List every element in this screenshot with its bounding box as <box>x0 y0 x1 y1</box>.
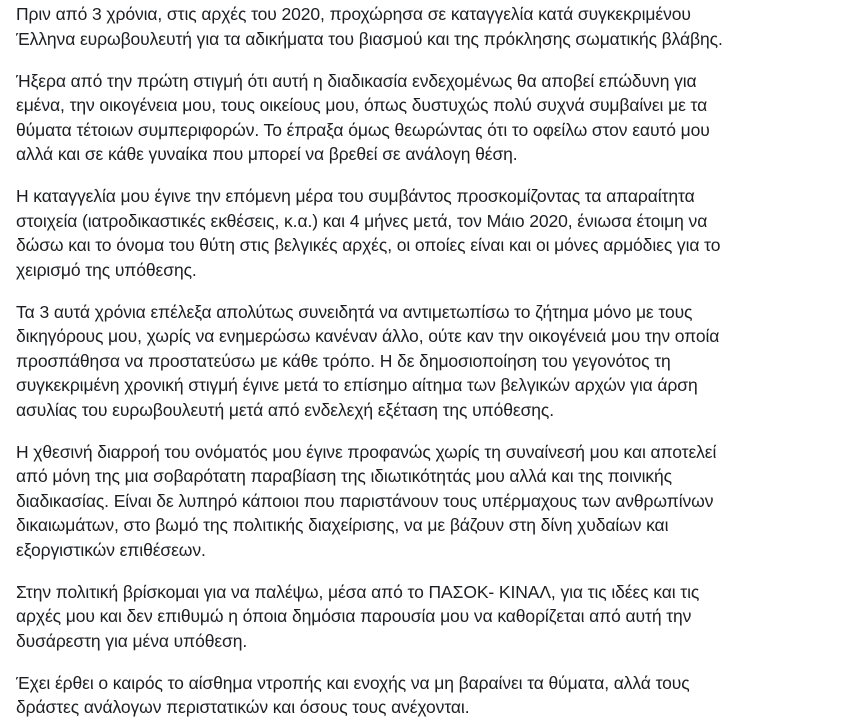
text-line: Έλληνα ευρωβουλευτή για τα αδικήματα του βιασμού και της πρόκλησης σωματικής βλάβης. <box>16 28 723 49</box>
text-line: ασυλίας του ευρωβουλευτή μετά από ενδελεχή εξέταση της υπόθεσης. <box>16 399 554 420</box>
text-line: Στην πολιτική βρίσκομαι για να παλέψω, μέσα από το ΠΑΣΟΚ- ΚΙΝΑΛ, για τις ιδέες και τις <box>16 581 700 602</box>
text-line: εμένα, την οικογένεια μου, τους οικείους μου, όπως δυστυχώς πολύ συχνά συμβαίνει με τα <box>16 95 708 115</box>
paragraph-complaint <box>16 0 855 51</box>
text-line: Η χθεσινή διαρροή του ονόματός μου έγινε προφανώς χωρίς τη συναίνεσή μου και αποτελεί <box>16 441 717 462</box>
text-line: διαδικασίας. Είναι δε λυπηρό κάποιοι που παριστάνουν τους υπέρμαχους των ανθρωπίνων <box>16 490 714 511</box>
text-line: εξοργιστικών επιθέσεων. <box>16 539 206 560</box>
text-line: αλλά και σε κάθε γυναίκα που μπορεί να βρεθεί σε ανάλογη θέση. <box>16 144 518 164</box>
text-line: δικαιωμάτων, στο βωμό της πολιτικής διαχείρισης, να με βάζουν στη δίνη χυδαίων και <box>16 515 669 535</box>
paragraph-politics <box>16 580 855 654</box>
text-line: στοιχεία (ιατροδικαστικές εκθέσεις, κ.α.) και 4 μήνες μετά, τον Μάιο 2020, ένιωσα έτοιμη να <box>16 210 708 231</box>
text-line: Τα 3 αυτά χρόνια επέλεξα απολύτως συνειδητά να αντιμετωπίσω το ζήτημα μόνο με τους <box>16 301 693 322</box>
text-line: από μόνη της μια σοβαρότατη παραβίαση της ιδιωτικότητάς μου αλλά και της ποινικής <box>16 466 673 486</box>
text-line: Έχει έρθει ο καιρός το αίσθημα ντροπής και ενοχής να μη βαραίνει τα θύματα, αλλά τους <box>16 672 690 693</box>
paragraph-closing <box>16 671 855 720</box>
text-line: δώσω και το όνομα του θύτη στις βελγικές αρχές, οι οποίες είναι και οι μόνες αρμόδιες για το <box>16 235 721 255</box>
text-line: αρχές μου και δεν επιθυμώ η όποια δημόσια παρουσία μου να καθορίζεται από αυτή την <box>16 606 692 626</box>
paragraph-knowledge <box>16 69 855 167</box>
paragraph-three-years <box>16 300 855 423</box>
text-line: χειρισμό της υπόθεσης. <box>16 259 197 280</box>
text-line: δράστες ανάλογων περιστατικών και όσους τους ανέχονται. <box>16 697 470 717</box>
text-line: προσπάθησα να προστατεύσω με κάθε τρόπο. Η δε δημοσιοποίηση του γεγονότος τη <box>16 350 671 371</box>
text-line: Ήξερα από την πρώτη στιγμή ότι αυτή η διαδικασία ενδεχομένως θα αποβεί επώδυνη για <box>16 70 697 91</box>
paragraph-report-timeline <box>16 184 855 282</box>
text-line: συγκεκριμένη χρονική στιγμή έγινε μετά το επίσημο αίτημα των βελγικών αρχών για άρση <box>16 375 698 395</box>
text-line: Η καταγγελία μου έγινε την επόμενη μέρα του συμβάντος προσκομίζοντας τα απαραίτητα <box>16 186 695 206</box>
text-line: Πριν από 3 χρόνια, στις αρχές του 2020, προχώρησα σε καταγγελία κατά συγκεκριμένου <box>16 4 691 24</box>
paragraph-name-leak <box>16 440 855 563</box>
text-line: δυσάρεστη για μένα υπόθεση. <box>16 630 248 651</box>
text-line: δικηγόρους μου, χωρίς να ενημερώσω κανέναν άλλο, ούτε καν την οικογένειά μου την οποία <box>16 326 720 346</box>
text-line: θύματα τέτοιων συμπεριφορών. Το έπραξα όμως θεωρώντας ότι το οφείλω στον εαυτό μου <box>16 119 710 140</box>
